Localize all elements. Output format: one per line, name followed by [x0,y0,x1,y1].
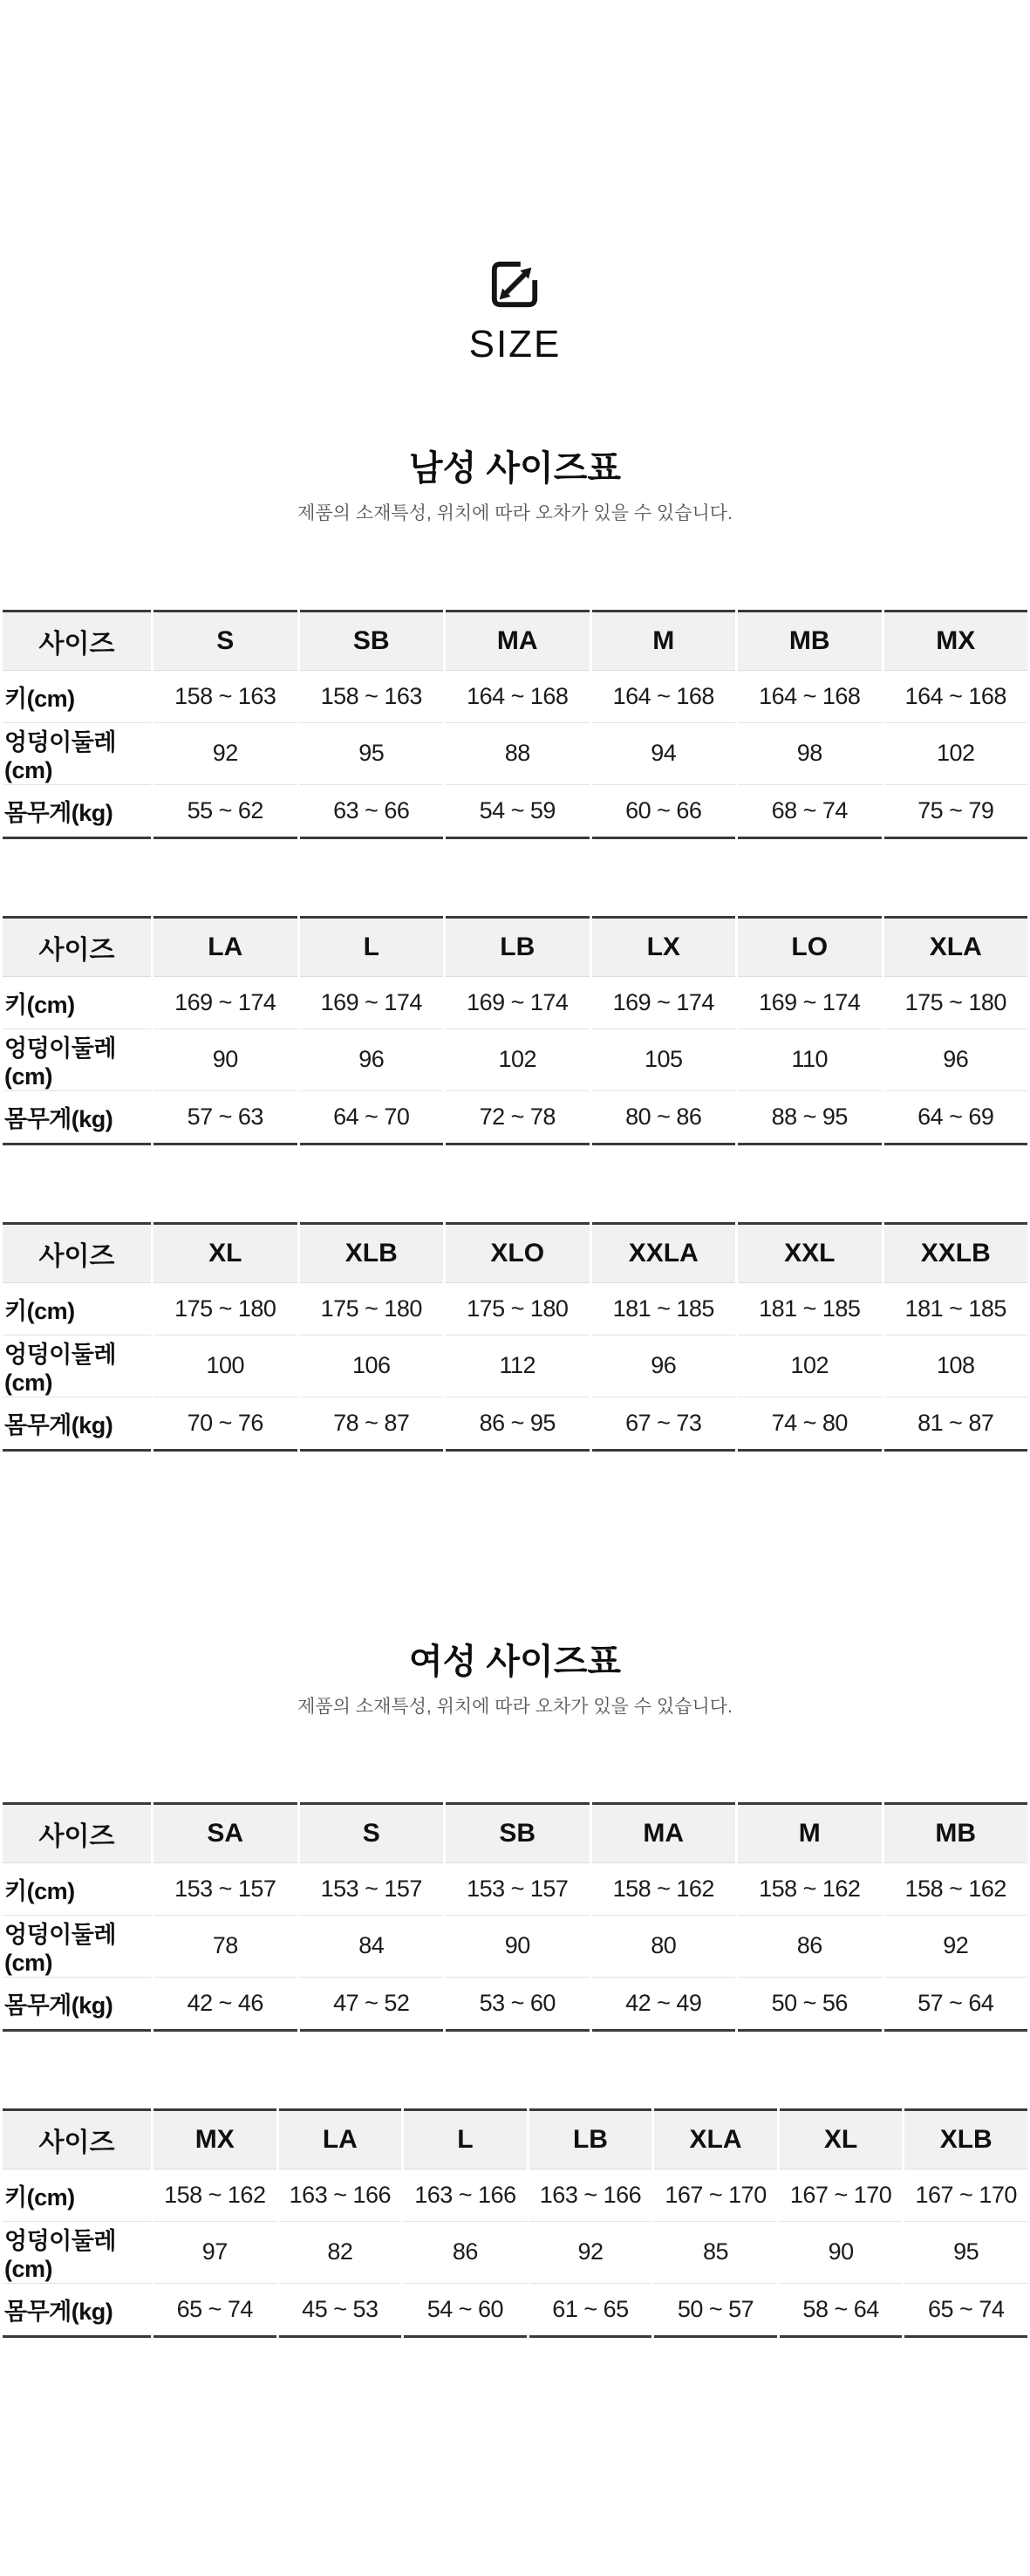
size-value-cell: 42 ~ 46 [153,1978,297,2032]
size-column-header: S [300,1802,444,1863]
size-column-header: LB [446,916,590,977]
size-column-header: LB [529,2108,652,2169]
size-value-cell: 169 ~ 174 [592,977,736,1029]
size-value-cell: 78 [153,1916,297,1978]
size-column-header: SA [153,1802,297,1863]
size-value-cell: 50 ~ 56 [738,1978,882,2032]
section-subtitle: 제품의 소재특성, 위치에 따라 오차가 있을 수 있습니다. [297,503,733,524]
measurement-row [3,1978,1027,2032]
size-value-cell: 169 ~ 174 [446,977,590,1029]
measurement-row-label: 키(cm) [3,1863,151,1916]
measurement-row [3,1283,1027,1336]
size-value-cell: 97 [153,2222,276,2284]
size-banner [0,0,1030,366]
size-value-cell: 158 ~ 162 [592,1863,736,1916]
size-value-cell: 96 [592,1336,736,1397]
section-tables [0,1802,1030,2338]
size-column-header: M [592,610,736,671]
size-column-header: MX [884,610,1028,671]
size-value-cell: 158 ~ 163 [300,671,444,723]
size-value-cell: 60 ~ 66 [592,785,736,839]
size-value-cell: 65 ~ 74 [153,2284,276,2338]
size-table-header-row [3,610,1027,671]
size-value-cell: 53 ~ 60 [446,1978,590,2032]
size-value-cell: 105 [592,1029,736,1091]
size-column-header: MB [738,610,882,671]
size-value-cell: 54 ~ 59 [446,785,590,839]
size-table [0,610,1030,839]
size-column-header: LO [738,916,882,977]
size-value-cell: 86 [738,1916,882,1978]
size-value-cell: 88 ~ 95 [738,1091,882,1145]
size-table [0,2108,1030,2338]
size-value-cell: 45 ~ 53 [279,2284,402,2338]
size-value-cell: 54 ~ 60 [404,2284,527,2338]
size-value-cell: 42 ~ 49 [592,1978,736,2032]
size-value-cell: 74 ~ 80 [738,1397,882,1452]
measurement-row [3,977,1027,1029]
size-section [0,1642,1030,2338]
size-value-cell: 108 [884,1336,1028,1397]
size-value-cell: 80 ~ 86 [592,1091,736,1145]
measurement-row [3,1863,1027,1916]
size-column-header: SB [300,610,444,671]
measurement-row-label: 엉덩이둘레(cm) [3,1029,151,1091]
size-value-cell: 81 ~ 87 [884,1397,1028,1452]
measurement-row [3,2169,1027,2222]
resize-arrow-icon [490,257,541,311]
measurement-row-label: 키(cm) [3,977,151,1029]
size-value-cell: 61 ~ 65 [529,2284,652,2338]
size-value-cell: 175 ~ 180 [446,1283,590,1336]
size-value-cell: 112 [446,1336,590,1397]
measurement-row [3,1336,1027,1397]
size-value-cell: 164 ~ 168 [446,671,590,723]
size-value-cell: 106 [300,1336,444,1397]
size-value-cell: 86 ~ 95 [446,1397,590,1452]
measurement-row-label: 몸무게(kg) [3,1091,151,1145]
size-value-cell: 163 ~ 166 [279,2169,402,2222]
size-value-cell: 163 ~ 166 [404,2169,527,2222]
measurement-row [3,1397,1027,1452]
size-value-cell: 65 ~ 74 [904,2284,1027,2338]
size-column-header: XLB [904,2108,1027,2169]
size-column-header: XL [780,2108,903,2169]
size-column-header: S [153,610,297,671]
measurement-row [3,1029,1027,1091]
measurement-row [3,723,1027,785]
size-value-cell: 169 ~ 174 [300,977,444,1029]
section-tables [0,610,1030,1452]
size-value-cell: 164 ~ 168 [884,671,1028,723]
size-column-header: MA [592,1802,736,1863]
section-title: 여성 사이즈표 [409,1642,621,1681]
size-value-cell: 100 [153,1336,297,1397]
size-value-cell: 158 ~ 162 [153,2169,276,2222]
sections [0,448,1030,2337]
measurement-row [3,2284,1027,2338]
size-value-cell: 50 ~ 57 [654,2284,777,2338]
size-column-header: L [404,2108,527,2169]
size-table-corner-header: 사이즈 [3,916,151,977]
size-column-header: LX [592,916,736,977]
measurement-row [3,671,1027,723]
size-column-header: MX [153,2108,276,2169]
size-value-cell: 78 ~ 87 [300,1397,444,1452]
size-value-cell: 90 [780,2222,903,2284]
size-table [0,916,1030,1145]
size-value-cell: 96 [884,1029,1028,1091]
size-column-header: L [300,916,444,977]
size-value-cell: 92 [529,2222,652,2284]
size-value-cell: 68 ~ 74 [738,785,882,839]
size-value-cell: 92 [884,1916,1028,1978]
size-column-header: M [738,1802,882,1863]
size-value-cell: 84 [300,1916,444,1978]
size-value-cell: 88 [446,723,590,785]
measurement-row-label: 몸무게(kg) [3,1978,151,2032]
size-value-cell: 169 ~ 174 [153,977,297,1029]
size-value-cell: 94 [592,723,736,785]
size-value-cell: 95 [300,723,444,785]
measurement-row-label: 몸무게(kg) [3,1397,151,1452]
measurement-row [3,1091,1027,1145]
size-value-cell: 57 ~ 63 [153,1091,297,1145]
size-table-header-row [3,2108,1027,2169]
size-value-cell: 110 [738,1029,882,1091]
size-column-header: LA [153,916,297,977]
size-value-cell: 90 [446,1916,590,1978]
size-section [0,448,1030,1451]
size-table-corner-header: 사이즈 [3,2108,151,2169]
size-value-cell: 55 ~ 62 [153,785,297,839]
size-value-cell: 98 [738,723,882,785]
size-column-header: XXL [738,1222,882,1283]
size-value-cell: 167 ~ 170 [904,2169,1027,2222]
size-value-cell: 102 [446,1029,590,1091]
size-value-cell: 169 ~ 174 [738,977,882,1029]
size-column-header: LA [279,2108,402,2169]
size-value-cell: 158 ~ 162 [738,1863,882,1916]
measurement-row-label: 엉덩이둘레(cm) [3,1336,151,1397]
size-value-cell: 90 [153,1029,297,1091]
size-column-header: XXLB [884,1222,1028,1283]
size-value-cell: 86 [404,2222,527,2284]
size-value-cell: 158 ~ 163 [153,671,297,723]
section-title: 남성 사이즈표 [409,449,621,489]
size-value-cell: 175 ~ 180 [153,1283,297,1336]
size-value-cell: 92 [153,723,297,785]
size-value-cell: 181 ~ 185 [592,1283,736,1336]
size-value-cell: 167 ~ 170 [780,2169,903,2222]
measurement-row-label: 몸무게(kg) [3,2284,151,2338]
size-column-header: XLB [300,1222,444,1283]
size-value-cell: 181 ~ 185 [884,1283,1028,1336]
size-value-cell: 64 ~ 69 [884,1091,1028,1145]
size-value-cell: 153 ~ 157 [446,1863,590,1916]
measurement-row-label: 엉덩이둘레(cm) [3,2222,151,2284]
size-table [0,1222,1030,1452]
size-value-cell: 63 ~ 66 [300,785,444,839]
size-column-header: SB [446,1802,590,1863]
size-value-cell: 64 ~ 70 [300,1091,444,1145]
size-value-cell: 175 ~ 180 [884,977,1028,1029]
size-value-cell: 164 ~ 168 [592,671,736,723]
size-value-cell: 164 ~ 168 [738,671,882,723]
size-table-corner-header: 사이즈 [3,610,151,671]
size-value-cell: 96 [300,1029,444,1091]
size-value-cell: 58 ~ 64 [780,2284,903,2338]
size-table-header-row [3,916,1027,977]
size-value-cell: 163 ~ 166 [529,2169,652,2222]
size-column-header: XL [153,1222,297,1283]
measurement-row [3,785,1027,839]
size-value-cell: 181 ~ 185 [738,1283,882,1336]
measurement-row-label: 키(cm) [3,1283,151,1336]
size-column-header: MB [884,1802,1028,1863]
size-value-cell: 82 [279,2222,402,2284]
size-column-header: XLA [654,2108,777,2169]
size-banner-label: SIZE [468,323,562,366]
size-table [0,1802,1030,2032]
size-value-cell: 80 [592,1916,736,1978]
size-value-cell: 75 ~ 79 [884,785,1028,839]
size-value-cell: 102 [738,1336,882,1397]
measurement-row [3,2222,1027,2284]
size-column-header: MA [446,610,590,671]
size-table-header-row [3,1222,1027,1283]
measurement-row-label: 키(cm) [3,2169,151,2222]
size-value-cell: 167 ~ 170 [654,2169,777,2222]
size-value-cell: 70 ~ 76 [153,1397,297,1452]
size-value-cell: 57 ~ 64 [884,1978,1028,2032]
size-table-corner-header: 사이즈 [3,1222,151,1283]
size-value-cell: 47 ~ 52 [300,1978,444,2032]
size-column-header: XXLA [592,1222,736,1283]
size-table-header-row [3,1802,1027,1863]
measurement-row [3,1916,1027,1978]
measurement-row-label: 키(cm) [3,671,151,723]
size-value-cell: 102 [884,723,1028,785]
size-column-header: XLO [446,1222,590,1283]
size-value-cell: 95 [904,2222,1027,2284]
size-value-cell: 153 ~ 157 [153,1863,297,1916]
measurement-row-label: 엉덩이둘레(cm) [3,723,151,785]
size-value-cell: 153 ~ 157 [300,1863,444,1916]
measurement-row-label: 몸무게(kg) [3,785,151,839]
size-value-cell: 85 [654,2222,777,2284]
section-subtitle: 제품의 소재특성, 위치에 따라 오차가 있을 수 있습니다. [297,1696,733,1717]
size-value-cell: 175 ~ 180 [300,1283,444,1336]
size-value-cell: 67 ~ 73 [592,1397,736,1452]
size-value-cell: 72 ~ 78 [446,1091,590,1145]
size-value-cell: 158 ~ 162 [884,1863,1028,1916]
size-table-corner-header: 사이즈 [3,1802,151,1863]
measurement-row-label: 엉덩이둘레(cm) [3,1916,151,1978]
size-column-header: XLA [884,916,1028,977]
